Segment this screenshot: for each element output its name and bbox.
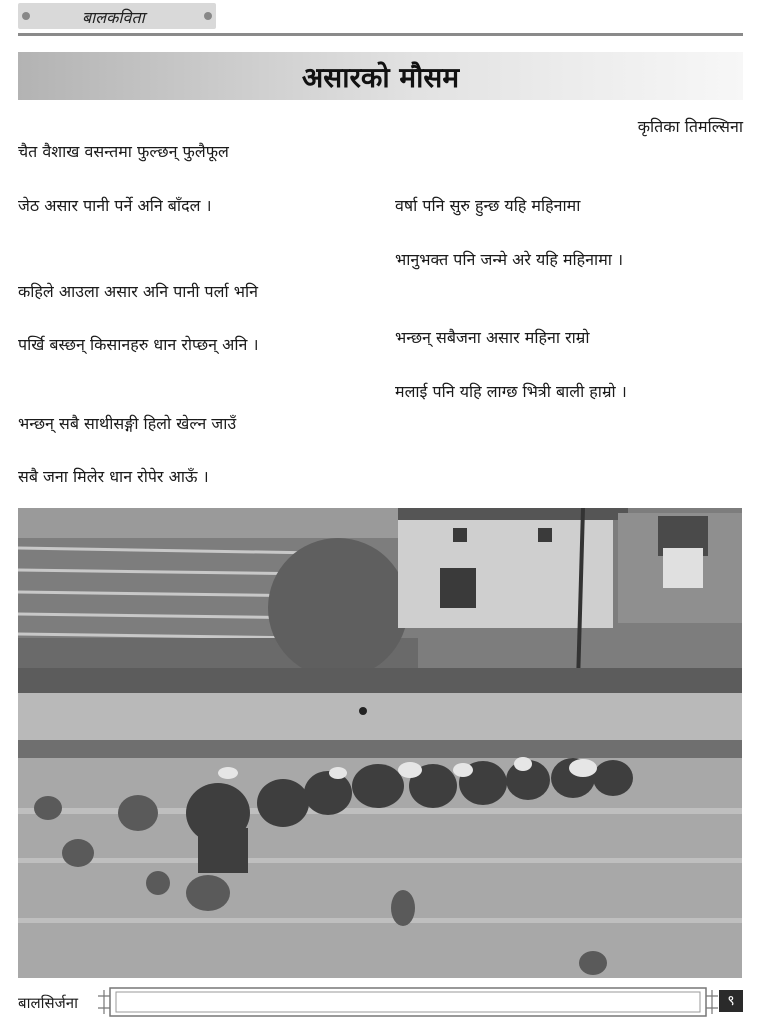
poem-line-left-6: सबै जना मिलेर धान रोपेर आऊँ । — [18, 467, 209, 486]
footer-frame — [96, 984, 720, 1020]
poem-line-right-2: भानुभक्त पनि जन्मे अरे यहि महिनामा । — [395, 250, 624, 269]
poem-line-left-4: पर्खि बस्छन् किसानहरु धान रोप्छन् अनि । — [18, 335, 259, 354]
tab-dot-left — [22, 12, 30, 20]
poem-line-right-4: मलाई पनि यहि लाग्छ भित्री बाली हाम्रो । — [395, 382, 627, 401]
poem-title: असारको मौसम — [301, 61, 460, 94]
section-label: बालकविता — [82, 8, 145, 27]
header-rule — [18, 33, 743, 36]
title-band — [18, 52, 743, 100]
poem-line-right-3: भन्छन् सबैजना असार महिना राम्रो — [395, 328, 590, 347]
page-number: ९ — [719, 990, 743, 1012]
section-tab — [18, 3, 216, 29]
poem-line-left-2: जेठ असार पानी पर्ने अनि बाँदल । — [18, 196, 212, 215]
poem-line-left-1: चैत वैशाख वसन्तमा फुल्छन् फुलैफूल — [18, 142, 229, 161]
tab-dot-right — [204, 12, 212, 20]
footer-label: बालसिर्जना — [18, 994, 78, 1012]
rice-planting-photo — [18, 508, 742, 978]
poem-line-left-5: भन्छन् सबै साथीसङ्गी हिलो खेल्न जाउँ — [18, 414, 237, 433]
poem-line-left-3: कहिले आउला असार अनि पानी पर्ला भनि — [18, 282, 258, 301]
poem-line-right-1: वर्षा पनि सुरु हुन्छ यहि महिनामा — [395, 196, 581, 215]
author-name: कृतिका तिमल्सिना — [637, 117, 743, 136]
